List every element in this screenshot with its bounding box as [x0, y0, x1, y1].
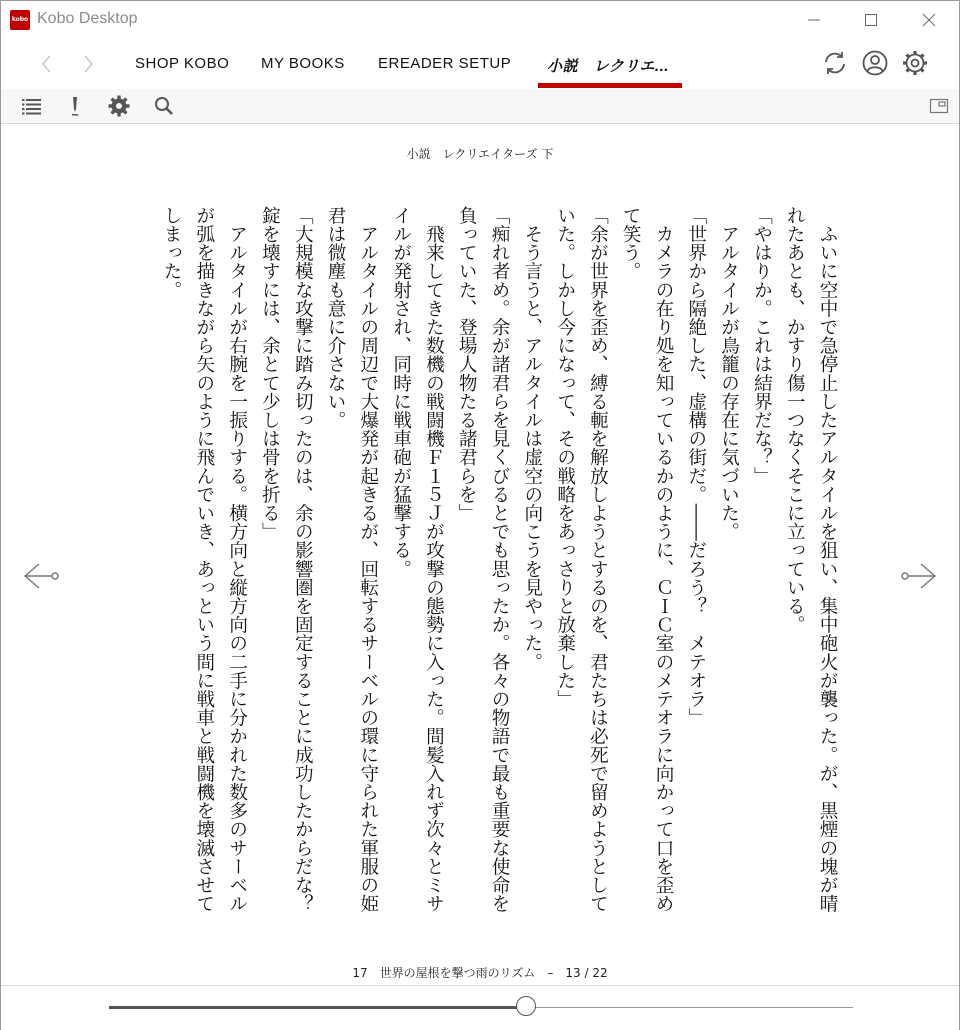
reading-progress-handle[interactable] — [516, 996, 536, 1016]
paragraph: アルタイルの周辺で大爆発が起きるが、回転するサーベルの環に守られた軍服の姫君は微塵も意に介さない。 — [325, 206, 379, 913]
paragraph: 「世界から隔絶した、虚構の街だ。――だろう？ メテオラ」 — [685, 206, 707, 727]
tab-ereader-setup[interactable]: EREADER SETUP — [378, 55, 512, 72]
reading-progress-fill — [109, 1006, 526, 1009]
paragraph: 「大規模な攻撃に踏み切ったのは、余の影響圏を固定することに成功したからだな？ 錠を壊すには、余とて少しは骨を折る」 — [259, 206, 314, 932]
paragraph: カメラの在り処を知っているかのように、ＣＩＣ室のメテオラに向かって口を歪めて笑う。 — [620, 206, 675, 913]
logo-text: kobo — [11, 16, 29, 23]
sync-icon[interactable] — [821, 49, 849, 77]
annotations-pen-icon[interactable] — [63, 94, 87, 118]
reading-progress-track[interactable] — [109, 1007, 853, 1008]
tab-shop-kobo[interactable]: SHOP KOBO — [135, 55, 230, 72]
maximize-icon[interactable] — [848, 5, 894, 35]
close-icon[interactable] — [906, 5, 952, 35]
main-nav — [1, 39, 959, 89]
reading-page[interactable] — [1, 124, 959, 984]
paragraph: 「やはりか。これは結界だな？」 — [751, 206, 773, 485]
back-chevron-icon[interactable] — [37, 53, 57, 75]
tab-current-book[interactable]: 小説 レクリエ... — [547, 58, 669, 75]
window-title: Kobo Desktop — [37, 10, 138, 27]
book-title-header: 小説 レクリエイターズ 下 — [406, 147, 554, 161]
reading-settings-gear-icon[interactable] — [107, 94, 131, 118]
active-tab-indicator — [538, 83, 682, 88]
book-text[interactable] — [143, 206, 843, 932]
fullscreen-toggle-icon[interactable] — [927, 94, 951, 118]
title-bar[interactable] — [1, 1, 959, 39]
paragraph: 「痴れ者め。余が諸君らを見くびるとでも思ったか。各々の物語で最も重要な使命を負っていた、登場人物たる諸君らを」 — [456, 206, 511, 913]
paragraph: アルタイルが右腕を一振りする。横方向と縦方向の二手に分かれた数多のサーベルが弧を描きながら矢のように飛んでいき、あっという間に戦車と戦闘機を壊滅させてしまった。 — [161, 206, 248, 913]
minimize-icon[interactable] — [791, 5, 837, 35]
search-icon[interactable] — [152, 94, 176, 118]
paragraph: ふいに空中で急停止したアルタイルを狙い、集中砲火が襲った。が、黒煙の塊が晴れたあとも、かすり傷一つなくそこに立っている。 — [784, 206, 838, 913]
paragraph: そう言うと、アルタイルは虚空の向こうを見やった。 — [521, 206, 543, 671]
gear-icon[interactable] — [901, 49, 929, 77]
progress-bar-area — [1, 985, 959, 1030]
forward-chevron-icon[interactable] — [78, 53, 98, 75]
tab-my-books[interactable]: MY BOOKS — [261, 55, 345, 72]
next-page-arrow-icon[interactable] — [899, 558, 939, 594]
reader-toolbar — [1, 89, 959, 124]
paragraph: 「余が世界を歪め、縛る軛を解放しようとするのを、君たちは必死で留めようとしていた。しかし今になって、その戦略をあっさりと放棄した」 — [554, 206, 609, 913]
previous-page-arrow-icon[interactable] — [21, 558, 61, 594]
table-of-contents-icon[interactable] — [20, 94, 44, 118]
account-icon[interactable] — [861, 49, 889, 77]
paragraph: 飛来してきた数機の戦闘機Ｆ１５Ｊが攻撃の態勢に入った。間髪入れず次々とミサイルが発射され、同時に戦車砲が猛撃する。 — [390, 206, 445, 913]
paragraph: アルタイルが鳥籠の存在に気づいた。 — [718, 206, 740, 541]
kobo-logo-icon — [10, 10, 30, 30]
chapter-page-indicator: 17 世界の屋根を撃つ雨のリズム – 13 / 22 — [352, 966, 608, 980]
